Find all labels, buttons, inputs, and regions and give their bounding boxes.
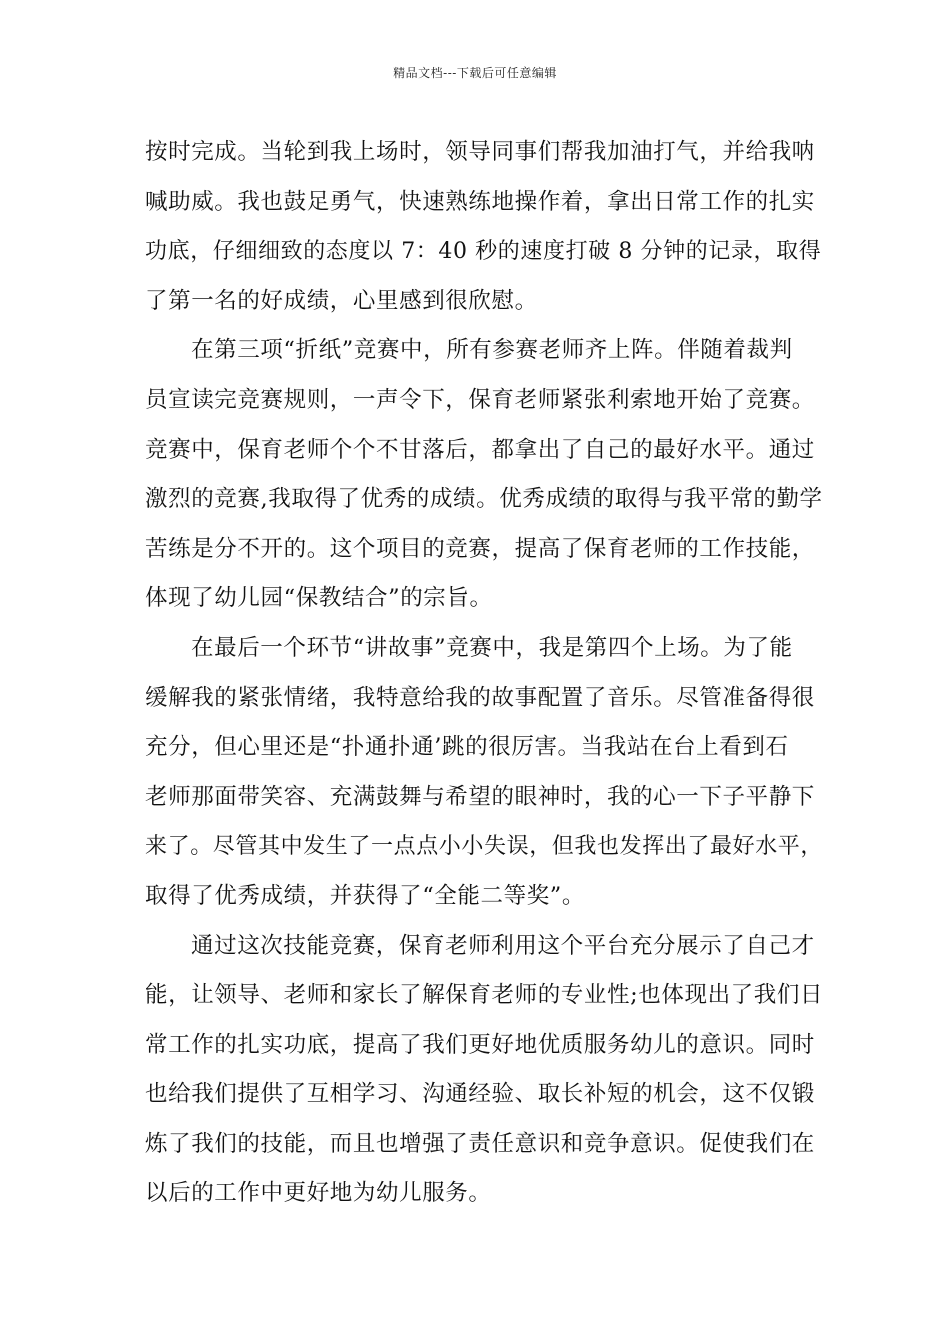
text-line: 老师那面带笑容、充满鼓舞与希望的眼神时，我的心一下子平静下 — [145, 783, 815, 810]
text-line: 充分，但心里还是“扑通扑通’跳的很厉害。当我站在台上看到石 — [145, 734, 789, 761]
page-header: 精品文档---下载后可任意编辑 — [393, 66, 557, 80]
text-line: 在第三项“折纸”竞赛中，所有参赛老师齐上阵。伴随着裁判 — [191, 337, 793, 364]
text-line: 通过这次技能竞赛，保育老师利用这个平台充分展示了自己才 — [191, 932, 815, 959]
text-line: 喊助威。我也鼓足勇气，快速熟练地操作着，拿出日常工作的扎实 — [145, 188, 815, 215]
text-line: 缓解我的紧张情绪，我特意给我的故事配置了音乐。尽管准备得很 — [145, 684, 815, 711]
text-line: 在最后一个环节“讲故事”竞赛中，我是第四个上场。为了能 — [191, 634, 793, 661]
text-line: 竞赛中，保育老师个个不甘落后，都拿出了自己的最好水平。通过 — [145, 436, 815, 463]
text-line: 也给我们提供了互相学习、沟通经验、取长补短的机会，这不仅锻 — [145, 1081, 815, 1108]
text-line: 炼了我们的技能，而且也增强了责任意识和竞争意识。促使我们在 — [145, 1130, 815, 1157]
document-body — [145, 128, 825, 1219]
text-line: 能，让领导、老师和家长了解保育老师的专业性;也体现出了我们日 — [145, 982, 824, 1009]
text-line: 体现了幼儿园“保教结合”的宗旨。 — [145, 585, 493, 612]
text-line: 员宣读完竞赛规则，一声令下，保育老师紧张利索地开始了竞赛。 — [145, 386, 815, 413]
text-line: 激烈的竞赛,我取得了优秀的成绩。优秀成绩的取得与我平常的勤学 — [145, 486, 823, 513]
text-line: 功底，仔细细致的态度以 7：40 秒的速度打破 8 分钟的记录，取得 — [145, 239, 822, 265]
text-line: 按时完成。当轮到我上场时，领导同事们帮我加油打气，并给我呐 — [145, 139, 815, 165]
text-line: 以后的工作中更好地为幼儿服务。 — [145, 1180, 492, 1207]
text-line: 取得了优秀成绩，并获得了“全能二等奖”。 — [145, 882, 586, 909]
text-line: 来了。尽管其中发生了一点点小小失误，但我也发挥出了最好水平， — [145, 834, 824, 860]
text-line: 常工作的扎实功底，提高了我们更好地优质服务幼儿的意识。同时 — [145, 1031, 815, 1058]
text-line: 苦练是分不开的。这个项目的竞赛，提高了保育老师的工作技能， — [145, 535, 815, 562]
text-line: 了第一名的好成绩，心里感到很欣慰。 — [145, 287, 538, 314]
